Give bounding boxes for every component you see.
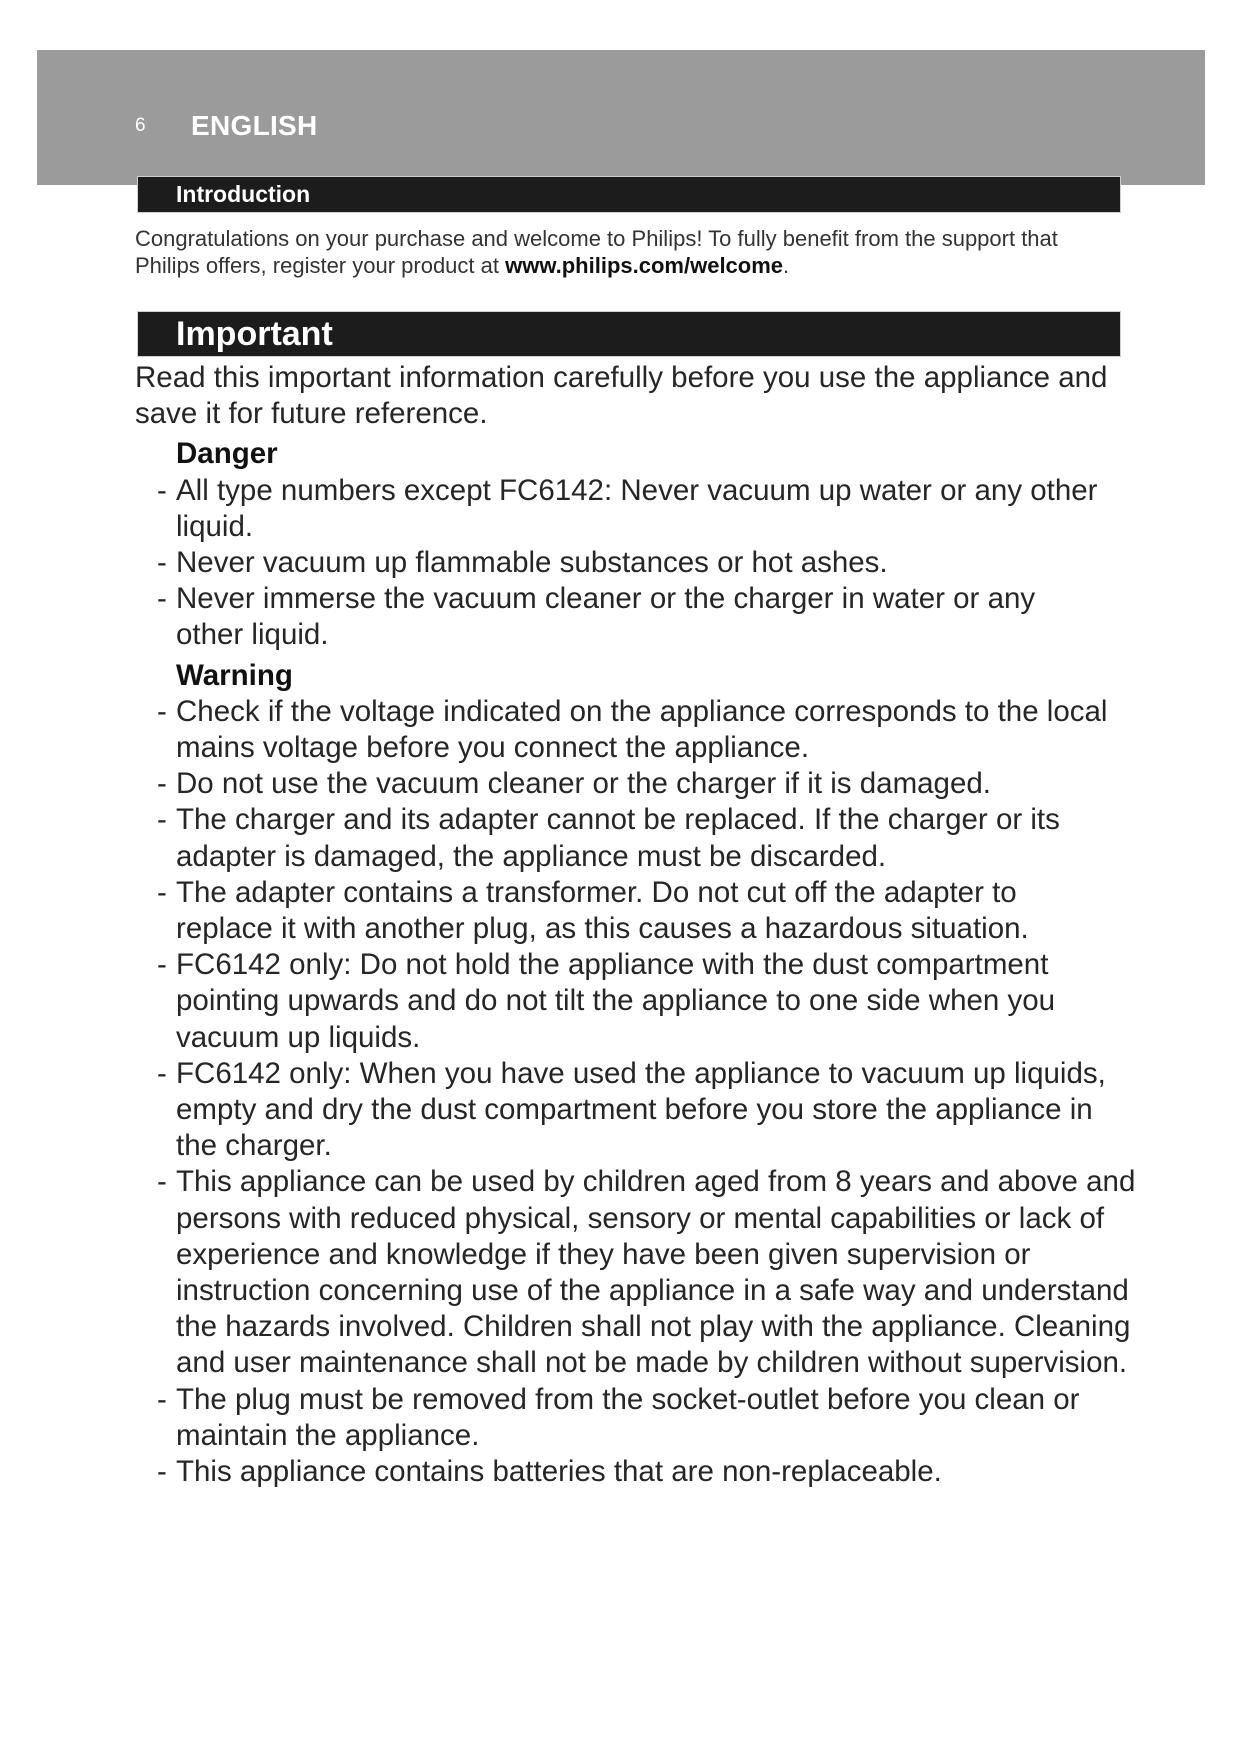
danger-heading: Danger [176, 437, 278, 471]
introduction-heading: Introduction [176, 181, 311, 207]
warning-item [157, 694, 1135, 766]
important-bar [137, 311, 1121, 357]
item-line: The adapter contains a transformer. Do not cut off the adapter to [176, 875, 1017, 909]
item-line: experience and knowledge if they have been given supervision or [176, 1237, 1031, 1271]
list-marker: - [157, 875, 167, 909]
item-line: persons with reduced physical, sensory or mental capabilities or lack of [176, 1201, 1105, 1235]
item-line: the hazards involved. Children shall not play with the appliance. Cleaning [176, 1310, 1131, 1344]
list-marker: - [157, 1382, 167, 1416]
warning-item [157, 1164, 1136, 1381]
paragraph-line: Congratulations on your purchase and welcome to Philips! To fully benefit from the support that [135, 226, 1058, 251]
list-marker: - [157, 546, 167, 580]
item-line: The plug must be removed from the socket-outlet before you clean or [176, 1382, 1080, 1416]
introduction-bar [137, 176, 1121, 213]
important-body [135, 360, 1135, 1490]
list-marker: - [157, 1056, 167, 1090]
warning-item [157, 766, 1135, 802]
item-line: instruction concerning use of the appliance in a safe way and understand [176, 1274, 1129, 1308]
paragraph-line: Read this important information carefully before you use the appliance and [135, 361, 1108, 394]
warning-item [157, 1056, 1135, 1165]
item-line: mains voltage before you connect the appliance. [176, 731, 810, 765]
item-line: All type numbers except FC6142: Never vacuum up water or any other [176, 473, 1098, 507]
important-heading: Important [176, 315, 333, 353]
item-line: replace it with another plug, as this causes a hazardous situation. [176, 912, 1029, 946]
list-marker: - [157, 1165, 167, 1199]
warning-item [157, 802, 1135, 874]
warning-item [157, 875, 1135, 947]
item-line: adapter is damaged, the appliance must be discarded. [176, 839, 887, 873]
item-line: other liquid. [176, 618, 329, 652]
item-line: Never immerse the vacuum cleaner or the charger in water or any [176, 582, 1036, 616]
warning-item [157, 1382, 1135, 1454]
warning-item [157, 1454, 1135, 1490]
item-line: The charger and its adapter cannot be replaced. If the charger or its [176, 803, 1060, 837]
list-marker: - [157, 694, 167, 728]
list-marker: - [157, 767, 167, 801]
item-line: and user maintenance shall not be made by children without supervision. [176, 1346, 1128, 1380]
list-marker: - [157, 473, 167, 507]
warning-heading: Warning [176, 658, 293, 692]
list-marker: - [157, 803, 167, 837]
item-line: This appliance can be used by children aged from 8 years and above and [176, 1165, 1136, 1199]
item-line: Never vacuum up flammable substances or hot ashes. [176, 546, 888, 580]
item-line: FC6142 only: Do not hold the appliance with the dust compartment [176, 948, 1049, 982]
paragraph-text: . [783, 253, 790, 278]
danger-item [157, 545, 1135, 581]
item-line: This appliance contains batteries that are non-replaceable. [176, 1455, 942, 1489]
paragraph-line [135, 252, 1058, 279]
item-line: the charger. [176, 1129, 332, 1163]
danger-item [157, 581, 1135, 653]
warning-item [157, 947, 1135, 1056]
item-line: pointing upwards and do not tilt the appliance to one side when you [176, 984, 1056, 1018]
page-number: 6 [135, 115, 146, 136]
paragraph-line: save it for future reference. [135, 397, 488, 431]
language-label: ENGLISH [191, 110, 318, 141]
list-marker: - [157, 1455, 167, 1489]
introduction-paragraph [135, 225, 1058, 279]
danger-item [157, 473, 1135, 545]
registration-url: www.philips.com/welcome [505, 253, 784, 278]
item-line: liquid. [176, 509, 254, 543]
list-marker: - [157, 948, 167, 982]
item-line: maintain the appliance. [176, 1418, 480, 1452]
item-line: empty and dry the dust compartment before you store the appliance in [176, 1093, 1093, 1127]
item-line: FC6142 only: When you have used the appliance to vacuum up liquids, [176, 1056, 1106, 1090]
paragraph-text: Philips offers, register your product at [135, 253, 506, 278]
list-marker: - [157, 582, 167, 616]
item-line: Do not use the vacuum cleaner or the charger if it is damaged. [176, 767, 991, 801]
item-line: vacuum up liquids. [176, 1020, 421, 1054]
item-line: Check if the voltage indicated on the appliance corresponds to the local [176, 694, 1108, 728]
